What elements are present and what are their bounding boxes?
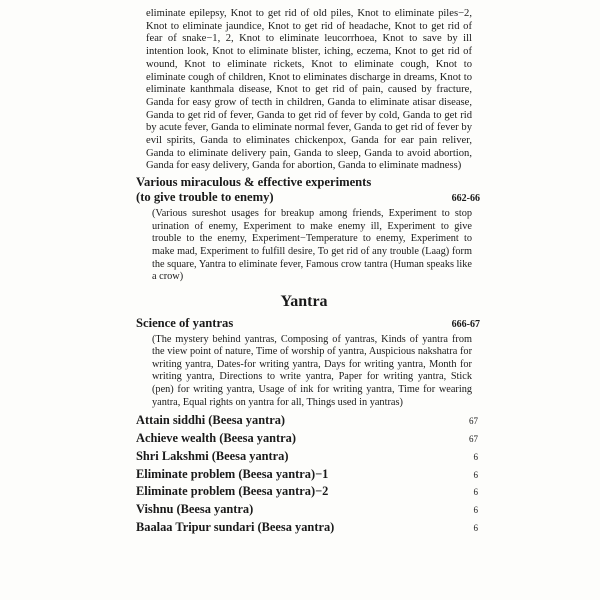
science-description: (The mystery behind yantras, Composing of yantras, Kinds of yantra from the view point of nature, Time of worship of yantra, Auspicious nakshatra for writing yantra, Dates-for writing yantra, Days for writing yantra, Month for writing yantra, Directions to write yantra, Paper for writing yantra, Stick (pen) for writing yantra, Usage of ink for writing yantra, Time for wearing yantra, Equal rights on yantra for all, Things used in yantras) [152, 333, 472, 408]
experiments-heading-row-2 [136, 190, 480, 206]
experiments-heading-line1: Various miraculous & effective experiments [136, 175, 372, 190]
entry-page: 6 [473, 523, 478, 534]
entry-eliminate-problem-1 [136, 466, 478, 484]
entry-page: 67 [469, 416, 478, 427]
intro-paragraph: eliminate epilepsy, Knot to get rid of old piles, Knot to eliminate piles−2, Knot to eliminate jaundice, Knot to get rid of headache, Knot to get rid of fear of snake−1, 2, Knot to eliminate leucorrhoea, Knot to save by ill intention look, Knot to eliminate blister, iching, eczema, Knot to get rid of wound, Knot to eliminate rickets, Knot to eliminate cough, Knot to eliminate cough of children, Knot to eliminates discharge in dreams, Knot to eliminate kanthmala disease, Knot to get rid of pain, caused by fracture, Ganda for easy grow of tecth in children, Ganda to eliminate atisar disease, Ganda to get rid of fever, Ganda to get rid of fever by cold, Ganda to get rid by acute fever, Ganda to eliminate normal fever, Ganda to get rid of fever by evil spirits, Ganda to eliminates chickenpox, Ganda for ear pain reliver, Ganda to eliminate delivery pain, Ganda to sleep, Ganda to avoid abortion, Ganda for easy delivery, Ganda for abortion, Ganda to eliminate madness) [146, 8, 472, 172]
contents-column [136, 8, 480, 537]
entry-vishnu [136, 501, 478, 519]
entry-baalaa-tripur-sundari [136, 519, 478, 537]
entry-page: 67 [469, 434, 478, 445]
entry-eliminate-problem-2 [136, 483, 478, 501]
entry-label: Eliminate problem (Beesa yantra)−2 [136, 484, 329, 499]
entry-label: Attain siddhi (Beesa yantra) [136, 413, 286, 428]
entry-label: Shri Lakshmi (Beesa yantra) [136, 448, 289, 463]
experiments-pages: 662-66 [451, 193, 480, 205]
science-heading: Science of yantras [136, 315, 234, 330]
experiments-heading-row [136, 175, 472, 190]
experiments-description: (Various sureshot usages for breakup among friends, Experiment to stop urination of enemy, Experiment to make enemy ill, Experiment to give trouble to the enemy, Experiment−Temperature to enemy, Experiment to make mad, Experiment to fulfill desire, To get rid of any trouble (Laag) form the square, Yantra to eliminate fever, Famous crow tantra (Human speaks like a crow) [152, 208, 472, 283]
entry-list [136, 412, 478, 537]
entry-label: Vishnu (Beesa yantra) [136, 502, 254, 517]
entry-page: 6 [473, 487, 478, 498]
entry-shri-lakshmi [136, 448, 478, 466]
entry-page: 6 [473, 451, 478, 462]
entry-page: 6 [473, 505, 478, 516]
experiments-heading-line2: (to give trouble to enemy) [136, 190, 274, 205]
entry-page: 6 [473, 469, 478, 480]
entry-label: Eliminate problem (Beesa yantra)−1 [136, 466, 329, 481]
entry-attain-siddhi [136, 412, 478, 430]
entry-label: Achieve wealth (Beesa yantra) [136, 431, 297, 446]
science-heading-row [136, 315, 480, 332]
section-title: Yantra [280, 292, 328, 310]
science-pages: 666-67 [451, 318, 480, 330]
entry-achieve-wealth [136, 430, 478, 448]
entry-label: Baalaa Tripur sundari (Beesa yantra) [136, 520, 335, 535]
